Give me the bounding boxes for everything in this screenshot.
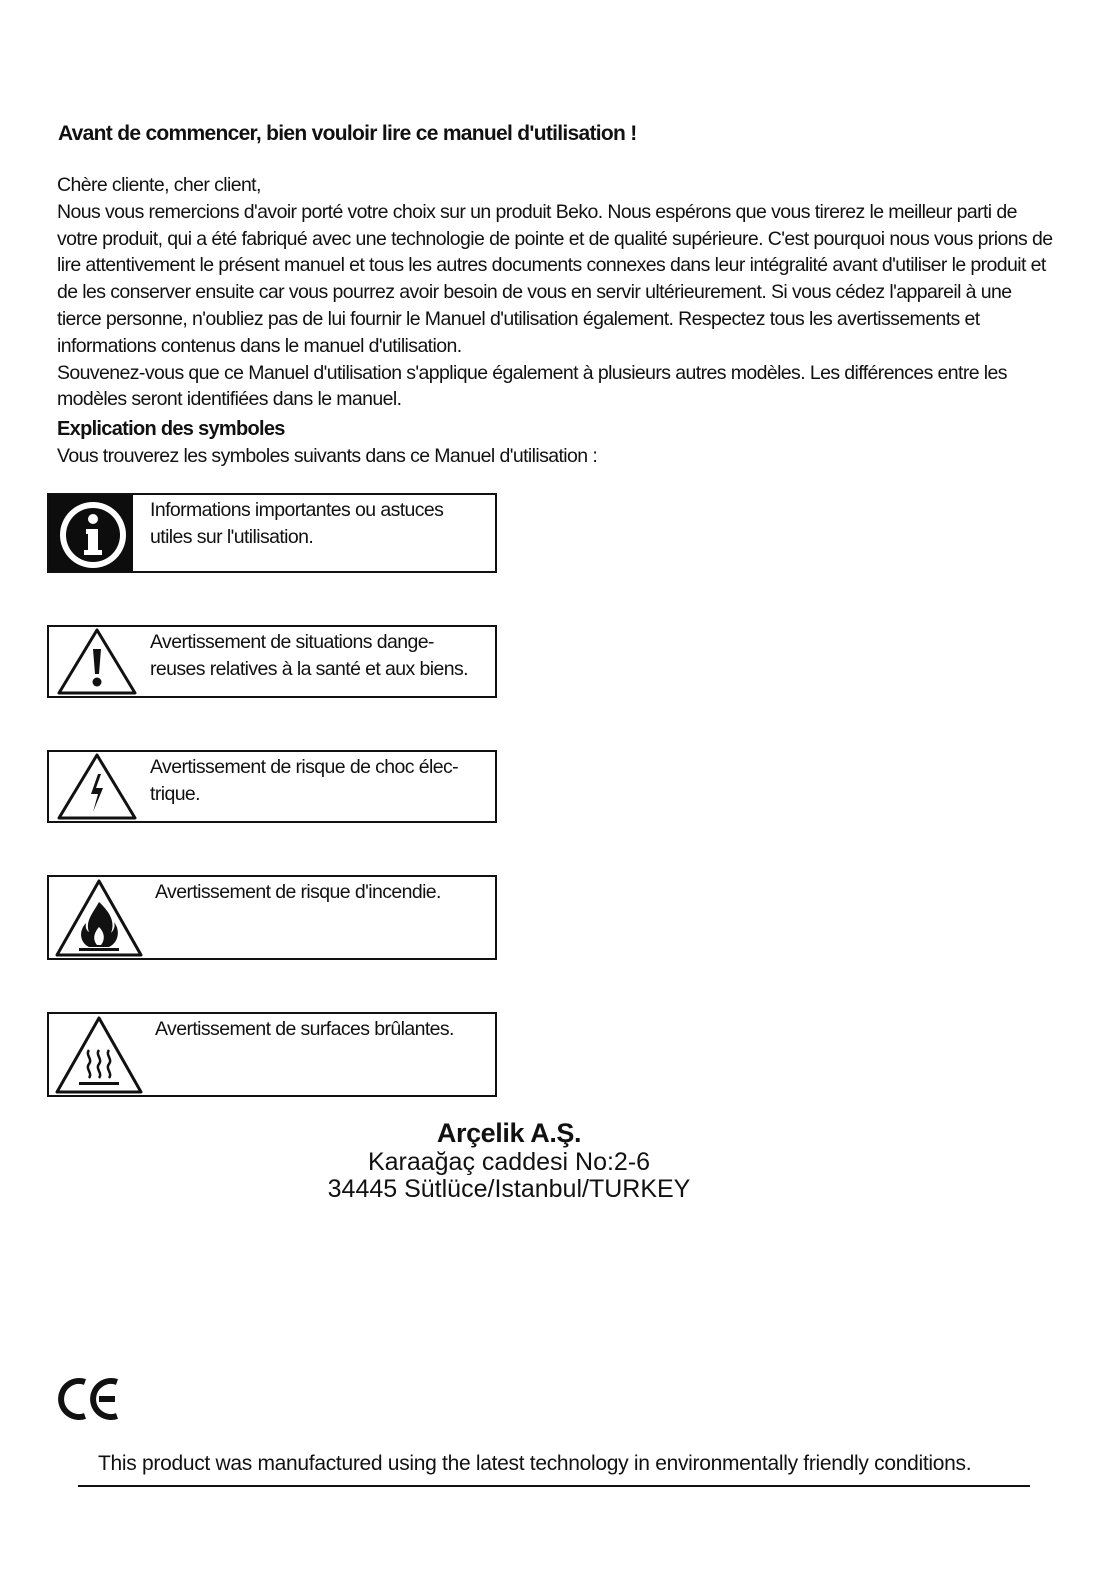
symbol-box-danger [47, 625, 497, 698]
symbol-text-line: Avertissement de situations dange- [150, 631, 434, 653]
company-name: Arçelik A.Ş. [436, 1118, 582, 1148]
hot-surface-icon [51, 1014, 147, 1100]
symbol-box-electric [47, 750, 497, 823]
ce-mark-graphic [55, 1374, 125, 1424]
symbol-text-line: Avertissement de risque d'incendie. [155, 881, 441, 903]
footer-divider [78, 1485, 1030, 1487]
intro-paragraph-2: Souvenez-vous que ce Manuel d'utilisation s'applique également à plusieurs autres modèles. Les différences entre les modèles seront identifiées dans le manuel. [57, 361, 1007, 411]
symbol-text-line: trique. [150, 783, 200, 805]
symbols-title: Explication des symboles [57, 418, 285, 440]
symbol-box-info [47, 493, 497, 573]
page-heading: Avant de commencer, bien vouloir lire ce manuel d'utilisation ! [58, 122, 637, 145]
symbols-intro: Vous trouverez les symboles suivants dans ce Manuel d'utilisation : [57, 445, 598, 467]
symbol-text-hot-surface [155, 1016, 495, 1043]
footer-note: This product was manufactured using the latest technology in environmentally friendly conditions. [98, 1452, 972, 1475]
symbol-text-info [150, 497, 490, 551]
intro-text [57, 172, 1057, 413]
symbol-box-fire [47, 875, 497, 960]
warning-icon [51, 627, 141, 701]
company-street: Karaağaç caddesi No:2-6 [367, 1148, 651, 1176]
symbol-box-hot-surface [47, 1012, 497, 1097]
symbol-text-fire [155, 879, 495, 906]
symbol-text-line: Informations importantes ou astuces [150, 499, 444, 521]
intro-greeting: Chère cliente, cher client, [57, 174, 261, 196]
intro-paragraph-1: Nous vous remercions d'avoir porté votre choix sur un produit Beko. Nous espérons que vous tirerez le meilleur parti de votre produit, qui a été fabriqué avec une technologie de pointe et de qualité supérieure. C'est pourquoi nous vous prions de lire attentivement le présent manuel et tous les autres documents connexes dans leur intégralité avant d'utiliser le produit et de les conserver ensuite car vous pourrez avoir besoin de vous en servir ultérieurement. Si vous cédez l'appareil à une tierce personne, n'oubliez pas de lui fournir le Manuel d'utilisation également. Respectez tous les avertissements et informations contenus dans le manuel d'utilisation. [57, 200, 1053, 357]
symbol-text-electric [150, 754, 490, 808]
symbol-text-line: utiles sur l'utilisation. [150, 526, 314, 548]
symbol-text-line: Avertissement de surfaces brûlantes. [155, 1018, 454, 1040]
symbol-text-line: Avertissement de risque de choc élec- [150, 756, 459, 778]
electric-shock-icon [51, 752, 141, 826]
company-city: 34445 Sütlüce/Istanbul/TURKEY [327, 1175, 691, 1203]
ce-mark-icon [55, 1374, 125, 1429]
symbol-text-danger [150, 629, 490, 683]
info-icon [49, 495, 133, 571]
fire-icon [51, 877, 147, 963]
symbol-text-line: reuses relatives à la santé et aux biens. [150, 658, 468, 680]
company-address [0, 1118, 1018, 1203]
